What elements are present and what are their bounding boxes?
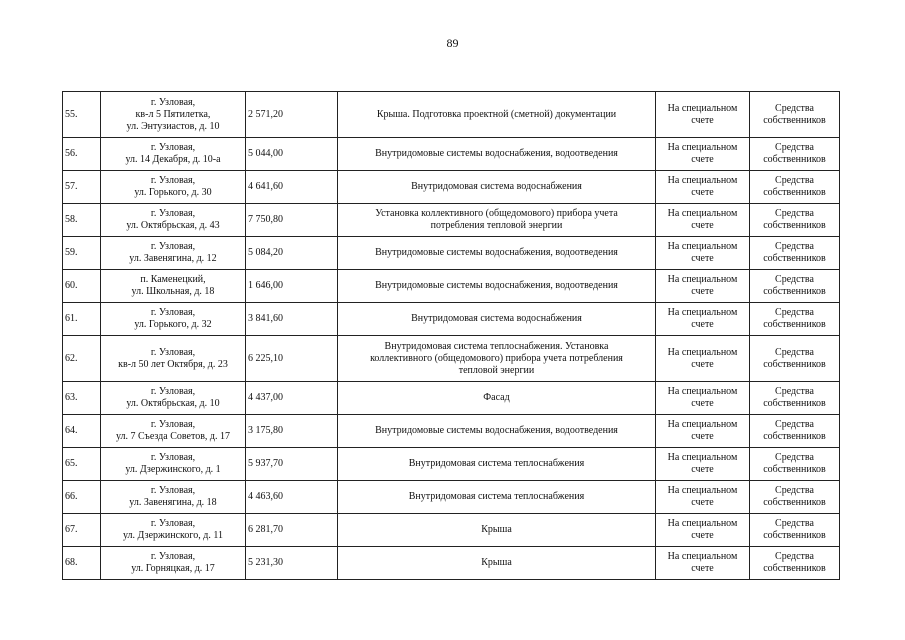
work-type-line: потребления тепловой энергии [430,220,563,231]
funding-method-line: счете [691,114,714,126]
row-number-cell: 62. [63,336,101,382]
funding-source-line: Средства [775,518,814,529]
address-cell [101,336,246,382]
funding-method-line: счете [691,253,714,264]
funding-source-line: Средства [775,307,814,318]
cost-cell: 4 463,60 [246,481,338,514]
table-row [63,92,840,138]
funding-source-cell [750,204,840,237]
work-type-cell [338,204,656,237]
funding-source-line: собственников [763,398,826,409]
table-row [63,270,840,303]
funding-source-cell [750,92,840,138]
cost-cell: 5 044,00 [246,138,338,171]
work-type-cell [338,237,656,270]
work-type-line: Внутридомовые системы водоснабжения, водоотведения [375,280,618,291]
funding-source-cell [750,514,840,547]
address-cell [101,382,246,415]
row-number-cell: 59. [63,237,101,270]
funding-source-line: Средства [775,274,814,285]
funding-method-cell [656,138,750,171]
funding-source-line: Средства [775,142,814,153]
funding-source-line: собственников [763,358,826,370]
work-type-cell [338,336,656,382]
funding-method-line: счете [691,563,714,574]
work-type-cell [338,481,656,514]
work-type-line: тепловой энергии [458,364,535,376]
table-row [63,547,840,580]
table-row [63,336,840,382]
cost-cell: 6 225,10 [246,336,338,382]
row-number-cell: 56. [63,138,101,171]
table-row [63,204,840,237]
cost-cell: 2 571,20 [246,92,338,138]
work-type-cell [338,547,656,580]
funding-method-cell [656,237,750,270]
funding-method-cell [656,382,750,415]
cost-cell: 1 646,00 [246,270,338,303]
funding-method-cell [656,514,750,547]
address-cell [101,237,246,270]
funding-method-line: На специальном [667,386,738,397]
address-cell [101,481,246,514]
funding-method-line: На специальном [667,208,738,219]
work-type-line: Внутридомовая система водоснабжения [411,313,582,324]
address-line: ул. Горького, д. 30 [134,187,212,198]
funding-source-line: собственников [763,497,826,508]
address-cell [101,171,246,204]
cost-cell: 4 641,60 [246,171,338,204]
funding-method-line: На специальном [667,452,738,463]
table-row [63,514,840,547]
address-line: ул. Октябрьская, д. 10 [126,398,220,409]
address-line: кв-л 50 лет Октября, д. 23 [118,358,228,370]
funding-method-line: На специальном [667,346,738,358]
funding-method-cell [656,336,750,382]
address-line: ул. Горького, д. 32 [134,319,212,330]
address-line: кв-л 5 Пятилетка, [135,108,211,120]
funding-method-line: счете [691,286,714,297]
funding-method-line: счете [691,154,714,165]
table-body [63,92,840,580]
work-type-line: Внутридомовые системы водоснабжения, водоотведения [375,425,618,436]
address-line: ул. Горняцкая, д. 17 [131,563,215,574]
funding-method-line: На специальном [667,518,738,529]
address-cell [101,92,246,138]
funding-source-line: собственников [763,154,826,165]
funding-source-line: Средства [775,241,814,252]
repair-registry-table [62,91,840,580]
funding-source-line: Средства [775,346,814,358]
row-number-cell: 55. [63,92,101,138]
funding-method-line: счете [691,530,714,541]
funding-method-line: счете [691,187,714,198]
funding-method-line: счете [691,497,714,508]
row-number-cell: 57. [63,171,101,204]
funding-source-line: собственников [763,563,826,574]
work-type-cell [338,270,656,303]
funding-source-cell [750,448,840,481]
address-line: г. Узловая, [150,551,196,562]
address-cell [101,303,246,336]
funding-method-line: На специальном [667,142,738,153]
address-cell [101,514,246,547]
funding-source-line: Средства [775,485,814,496]
row-number-cell: 68. [63,547,101,580]
work-type-cell [338,171,656,204]
address-line: ул. Завенягина, д. 12 [129,253,217,264]
funding-method-line: На специальном [667,274,738,285]
funding-method-line: На специальном [667,241,738,252]
work-type-line: коллективного (общедомового) прибора учета потребления [370,352,623,364]
work-type-line: Внутридомовая система теплоснабжения. Установка [384,340,609,352]
work-type-line: Внутридомовые системы водоснабжения, водоотведения [375,247,618,258]
work-type-cell [338,303,656,336]
funding-source-line: собственников [763,253,826,264]
table-row [63,415,840,448]
address-cell [101,138,246,171]
funding-method-cell [656,270,750,303]
funding-method-line: На специальном [667,419,738,430]
address-line: ул. Завенягина, д. 18 [129,497,217,508]
address-line: ул. Дзержинского, д. 11 [123,530,223,541]
table-row [63,171,840,204]
work-type-line: Внутридомовые системы водоснабжения, водоотведения [375,148,618,159]
funding-method-line: счете [691,464,714,475]
address-line: ул. Школьная, д. 18 [131,286,215,297]
work-type-line: Крыша [481,524,512,535]
funding-source-line: собственников [763,431,826,442]
table-row [63,138,840,171]
funding-method-line: счете [691,220,714,231]
funding-source-cell [750,270,840,303]
funding-method-line: счете [691,358,714,370]
funding-source-line: собственников [763,319,826,330]
table-row [63,303,840,336]
cost-cell: 7 750,80 [246,204,338,237]
row-number-cell: 66. [63,481,101,514]
funding-method-line: На специальном [667,307,738,318]
address-line: ул. 7 Съезда Советов, д. 17 [115,431,231,442]
page-number: 89 [446,36,459,50]
work-type-line: Установка коллективного (общедомового) прибора учета [375,208,618,219]
row-number-cell: 58. [63,204,101,237]
address-line: г. Узловая, [150,142,196,153]
row-number-cell: 60. [63,270,101,303]
funding-source-line: Средства [775,208,814,219]
funding-method-line: На специальном [667,102,738,114]
row-number-cell: 65. [63,448,101,481]
row-number-cell: 61. [63,303,101,336]
funding-source-cell [750,415,840,448]
cost-cell: 6 281,70 [246,514,338,547]
cost-cell: 5 084,20 [246,237,338,270]
funding-method-cell [656,171,750,204]
table-row [63,237,840,270]
address-line: г. Узловая, [150,386,196,397]
funding-method-line: счете [691,398,714,409]
work-type-line: Фасад [483,392,510,403]
work-type-cell [338,448,656,481]
row-number-cell: 64. [63,415,101,448]
funding-source-line: Средства [775,386,814,397]
funding-method-line: На специальном [667,551,738,562]
funding-source-line: собственников [763,286,826,297]
funding-method-line: На специальном [667,485,738,496]
address-cell [101,547,246,580]
cost-cell: 3 841,60 [246,303,338,336]
funding-method-cell [656,481,750,514]
funding-method-line: На специальном [667,175,738,186]
address-cell [101,204,246,237]
funding-source-line: Средства [775,551,814,562]
work-type-line: Внутридомовая система водоснабжения [411,181,582,192]
address-line: г. Узловая, [150,208,196,219]
work-type-cell [338,92,656,138]
cost-cell: 4 437,00 [246,382,338,415]
work-type-line: Крыша. Подготовка проектной (сметной) документации [376,108,617,120]
table-row [63,481,840,514]
funding-source-cell [750,303,840,336]
funding-source-line: собственников [763,220,826,231]
funding-source-cell [750,336,840,382]
address-line: г. Узловая, [150,307,196,318]
funding-source-line: Средства [775,175,814,186]
funding-method-cell [656,448,750,481]
funding-method-cell [656,415,750,448]
work-type-cell [338,382,656,415]
address-cell [101,448,246,481]
funding-source-cell [750,237,840,270]
address-line: г. Узловая, [150,241,196,252]
funding-source-cell [750,547,840,580]
funding-method-cell [656,547,750,580]
funding-source-line: собственников [763,114,826,126]
address-line: г. Узловая, [150,96,196,108]
funding-method-cell [656,204,750,237]
address-line: г. Узловая, [150,452,196,463]
address-line: г. Узловая, [150,175,196,186]
cost-cell: 3 175,80 [246,415,338,448]
work-type-line: Крыша [481,557,512,568]
cost-cell: 5 937,70 [246,448,338,481]
funding-method-cell [656,92,750,138]
funding-source-cell [750,382,840,415]
address-line: ул. 14 Декабря, д. 10-а [125,154,221,165]
row-number-cell: 63. [63,382,101,415]
address-line: ул. Энтузиастов, д. 10 [126,120,220,132]
address-line: г. Узловая, [150,419,196,430]
address-cell [101,270,246,303]
cost-cell: 5 231,30 [246,547,338,580]
row-number-cell: 67. [63,514,101,547]
address-line: ул. Дзержинского, д. 1 [125,464,221,475]
funding-source-line: собственников [763,530,826,541]
table-row [63,448,840,481]
work-type-cell [338,514,656,547]
funding-source-line: собственников [763,187,826,198]
funding-method-cell [656,303,750,336]
address-line: г. Узловая, [150,346,196,358]
table-row [63,382,840,415]
work-type-cell [338,138,656,171]
address-line: г. Узловая, [150,485,196,496]
funding-source-line: Средства [775,102,814,114]
work-type-line: Внутридомовая система теплоснабжения [408,458,585,469]
funding-method-line: счете [691,319,714,330]
address-line: ул. Октябрьская, д. 43 [126,220,220,231]
address-cell [101,415,246,448]
work-type-cell [338,415,656,448]
funding-source-cell [750,171,840,204]
funding-source-line: Средства [775,419,814,430]
funding-source-line: собственников [763,464,826,475]
address-line: п. Каменецкий, [140,274,206,285]
funding-method-line: счете [691,431,714,442]
address-line: г. Узловая, [150,518,196,529]
work-type-line: Внутридомовая система теплоснабжения [408,491,585,502]
funding-source-cell [750,138,840,171]
funding-source-cell [750,481,840,514]
funding-source-line: Средства [775,452,814,463]
